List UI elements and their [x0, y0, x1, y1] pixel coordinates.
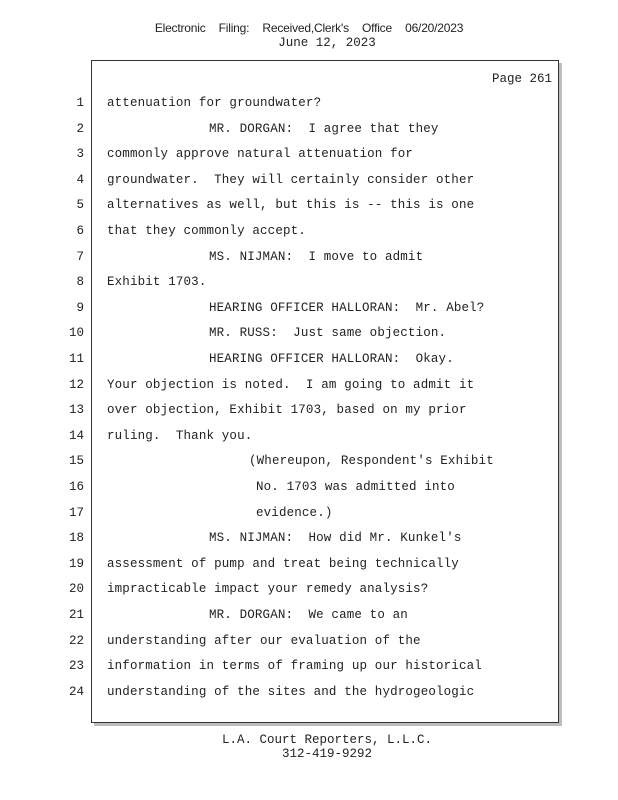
line-number: 4: [76, 172, 84, 187]
line-number: 11: [68, 352, 84, 366]
transcript-line: [0, 249, 618, 274]
line-text: alternatives as well, but this is -- this is one: [107, 198, 475, 213]
transcript-line: [0, 505, 618, 530]
transcript-line: [0, 325, 618, 350]
transcript-line: [0, 633, 618, 658]
page-number: Page 261: [491, 72, 552, 86]
line-text: ruling. Thank you.: [107, 428, 253, 443]
transcript-line: [0, 684, 618, 709]
line-text: No. 1703 was admitted into: [256, 480, 455, 494]
line-text: Your objection is noted. I am going to admit it: [107, 377, 475, 392]
transcript-line: [0, 274, 618, 299]
filing-part: 06/20/2023: [405, 21, 464, 35]
transcript-line: [0, 121, 618, 146]
transcript-line: [0, 556, 618, 581]
line-text: MS. NIJMAN: How did Mr. Kunkel's: [209, 531, 462, 546]
line-number: 16: [68, 480, 84, 494]
line-text: HEARING OFFICER HALLORAN: Okay.: [209, 352, 454, 366]
line-number: 1: [76, 96, 84, 110]
filing-part: Received,Clerk's: [262, 21, 349, 35]
line-text: commonly approve natural attenuation for: [107, 147, 414, 162]
line-text: impracticable impact your remedy analysis?: [107, 582, 429, 597]
line-text: evidence.): [256, 505, 333, 520]
transcript-line: [0, 581, 618, 606]
line-text: over objection, Exhibit 1703, based on my prior: [107, 403, 467, 418]
line-text: understanding of the sites and the hydrogeologic: [107, 684, 475, 699]
line-number: 15: [68, 454, 84, 469]
transcript-line: [0, 658, 618, 683]
line-text: understanding after our evaluation of the: [107, 633, 421, 648]
line-number: 17: [68, 505, 84, 520]
line-number: 13: [68, 403, 84, 418]
transcript-line: [0, 300, 618, 325]
line-text: (Whereupon, Respondent's Exhibit: [249, 454, 494, 469]
line-text: information in terms of framing up our historical: [107, 659, 482, 674]
line-number: 5: [76, 198, 84, 213]
transcript-line: [0, 197, 618, 222]
line-number: 19: [68, 556, 84, 571]
reporter-company: L.A. Court Reporters, L.L.C.: [221, 733, 433, 747]
line-text: assessment of pump and treat being technically: [107, 556, 459, 571]
transcript-line: [0, 530, 618, 555]
line-number: 10: [68, 326, 84, 341]
transcript-line: [0, 351, 618, 376]
line-text: MR. DORGAN: I agree that they: [209, 121, 439, 136]
line-number: 3: [76, 147, 84, 162]
line-text: MS. NIJMAN: I move to admit: [209, 249, 424, 264]
line-number: 7: [76, 249, 84, 264]
line-number: 23: [68, 659, 84, 674]
line-number: 24: [68, 684, 84, 699]
line-number: 8: [76, 275, 84, 290]
filing-part: Electronic: [154, 21, 206, 35]
line-text: groundwater. They will certainly consider other: [107, 172, 475, 187]
line-text: HEARING OFFICER HALLORAN: Mr. Abel?: [209, 300, 485, 315]
transcript-line: [0, 428, 618, 453]
transcript-line: [0, 223, 618, 248]
line-text: MR. DORGAN: We came to an: [209, 608, 408, 622]
line-number: 12: [68, 377, 84, 392]
electronic-filing-stamp: [0, 21, 618, 35]
transcript-line: [0, 95, 618, 120]
transcript-date: June 12, 2023: [278, 36, 376, 50]
line-number: 22: [68, 633, 84, 648]
transcript-line: [0, 146, 618, 171]
transcript-line: [0, 377, 618, 402]
transcript-line: [0, 402, 618, 427]
line-text: Exhibit 1703.: [107, 275, 207, 290]
reporter-phone: 312-419-9292: [281, 747, 372, 761]
line-number: 21: [68, 608, 84, 622]
line-number: 9: [76, 300, 84, 315]
transcript-line: [0, 453, 618, 478]
transcript-line: [0, 607, 618, 632]
line-number: 14: [68, 428, 84, 443]
line-text: MR. RUSS: Just same objection.: [209, 326, 447, 341]
line-text: that they commonly accept.: [107, 224, 306, 238]
line-text: attenuation for groundwater?: [107, 96, 322, 110]
line-number: 2: [76, 121, 84, 136]
line-number: 18: [68, 531, 84, 546]
filing-part: Office: [362, 21, 392, 35]
line-number: 20: [68, 582, 84, 597]
transcript-line: [0, 479, 618, 504]
filing-part: Filing:: [218, 21, 250, 35]
line-number: 6: [76, 224, 84, 238]
transcript-line: [0, 172, 618, 197]
